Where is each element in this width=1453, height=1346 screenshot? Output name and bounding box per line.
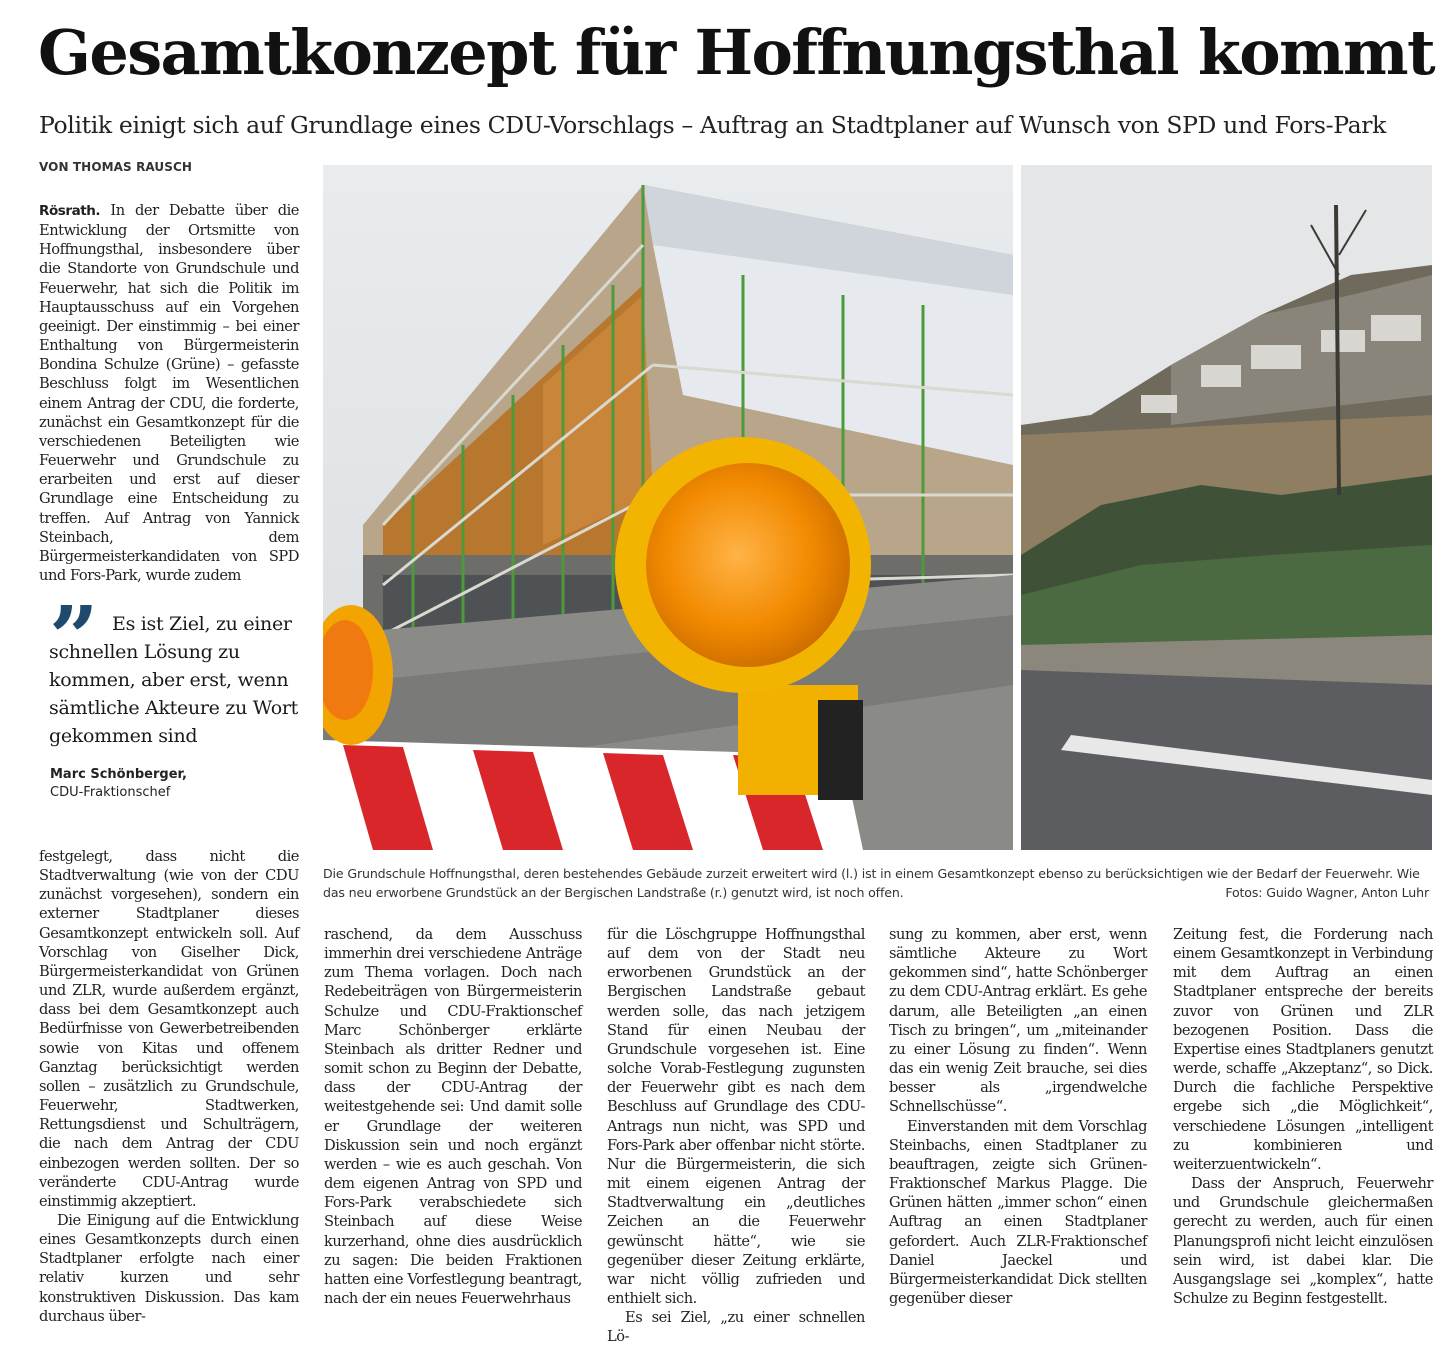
photo-caption [323,864,1433,902]
paragraph: für die Löschgruppe Hoffnungsthal auf dem von der Stadt neu erworbenen Grundstück an der Bergischen Landstraße gebaut werden solle, das nach jetzigem Stand für einen Neubau der Grundschule vorgesehen ist. Eine solche Vorab-Festlegung zugunsten der Feuerwehr gibt es nach dem Beschluss auf Grundlage des CDU-Antrags nun nicht, was SPD und Fors-Park aber offenbar nicht störte. Nur die Bürgermeisterin, die sich mit einem eigenen Antrag der Stadtverwaltung ein „deutliches Zeichen an die Feuerwehr gewünscht hätte“, wie sie gegenüber dieser Zeitung erklärte, war nicht völlig zufrieden und enthielt sich. [607,926,865,1307]
paragraph: festgelegt, dass nicht die Stadtverwaltung (wie von der CDU zunächst vorgesehen), sondern ein externer Stadtplaner dieses Gesamtkonzept entwickeln soll. Auf Vorschlag von Giselher Dick, Bürgermeisterkandidat von Grünen und ZLR, wurde außerdem ergänzt, dass bei dem Gesamtkonzept auch Bedürfnisse von Gewerbetreibenden sowie von Kitas und offenem Ganztag berücksichtigt werden sollen – zusätzlich zu Grundschule, Feuerwehr, Stadtwerken, Rettungsdienst und Schulträgern, die nach dem Antrag der CDU einbezogen werden sollten. Der so veränderte CDU-Antrag wurde einstimmig akzeptiert. [39,848,299,1210]
subheadline: Politik einigt sich auf Grundlage eines CDU-Vorschlags – Auftrag an Stadtplaner auf Wunsch von SPD und Fors-Park [39,111,1387,139]
quote-text [49,610,307,750]
quote-text-line-1: Es ist Ziel, zu einer [112,613,292,635]
paragraph: Einverstanden mit dem Vorschlag Steinbachs, einen Stadtplaner zu beauftragen, zeigte sich Grünen-Fraktionschef Markus Plagge. Die Grünen hätten „immer schon“ einen Auftrag an einen Stadtplaner gefordert. Auch ZLR-Fraktionschef Daniel Jaeckel und Bürgermeisterkandidat Dick stellten gegenüber dieser [889,1117,1147,1307]
article-column-4 [889,925,1147,1308]
pull-quote [39,588,301,808]
photo-credit: Fotos: Guido Wagner, Anton Luhr [1225,885,1429,900]
paragraph: Die Einigung auf die Entwicklung eines Gesamtkonzepts durch einen Stadtplaner erfolgte nach einer relativ kurzen und sehr konstruktiven Diskussion. Das kam durchaus über- [39,1211,299,1325]
quote-text-rest: schnellen Lösung zu kommen, aber erst, wenn sämtliche Akteure zu Wort gekommen sind [49,641,298,747]
headline: Gesamtkonzept für Hoffnungsthal kommt [38,16,1435,89]
paragraph: raschend, da dem Ausschuss immerhin drei verschiedene Anträge zum Thema vorlagen. Doch nach Redebeiträgen von Bürgermeisterin Schulze und CDU-Fraktionschef Marc Schönberger erklärte Steinbach als dritter Redner und somit schon zu Beginn der Debatte, dass der CDU-Antrag der weitestgehende sei: Und damit solle er Grundlage der weiteren Diskussion sein und noch ergänzt werden – wie es auch geschah. Von dem eigenen Antrag von SPD und Fors-Park verabschiedete sich Steinbach auf diese Weise kurzerhand, ohne dies ausdrücklich zu sagen: Die beiden Fraktionen hatten eine Vorfestlegung beantragt, nach der ein neues Feuerwehrhaus [324,926,582,1307]
article-column-5 [1173,925,1433,1308]
article-column-1-bottom [39,847,299,1326]
dateline: Rösrath. [39,203,101,219]
article-column-3 [607,925,865,1346]
article-column-1-top [39,201,299,585]
quote-author: Marc Schönberger, [50,767,187,782]
paragraph: Zeitung fest, die Forderung nach einem Gesamtkonzept in Verbindung mit dem Auftrag an einen Stadtplaner entspreche der bereits zuvor von Grünen und ZLR bezogenen Position. Dass die Expertise eines Stadtplaners genutzt werde, schaffe „Akzeptanz“, so Dick. Durch die fachliche Perspektive ergebe sich „die Möglichkeit“, verschiedene Lösungen „intelligent zu kombinieren und weiterzuentwickeln“. [1173,926,1433,1173]
photo-plot-bergische-landstrasse [1021,165,1432,850]
quote-mark-icon: ” [49,588,99,689]
photo-school-scaffolding [323,165,1013,850]
caption-text: Die Grundschule Hoffnungsthal, deren bestehendes Gebäude zurzeit erweitert wird (l.) ist in einem Gesamtkonzept ebenso zu berücksichtigen wie der Bedarf der Feuerwehr. Wie das neu erworbene Grundstück an der Bergischen Landstraße (r.) genutzt wird, ist noch offen. [323,866,1420,900]
article-column-2 [324,925,582,1308]
quote-attribution [50,766,187,802]
paragraph: sung zu kommen, aber erst, wenn sämtliche Akteure zu Wort gekommen sind“, hatte Schönberger zu dem CDU-Antrag erklärt. Es gehe darum, alle Beteiligten „an einen Tisch zu bringen“, um „miteinander zu einer Lösung zu finden“. Wenn das ein wenig Zeit brauche, sei dies besser als „irgendwelche Schnellschüsse“. [889,926,1147,1116]
paragraph: Dass der Anspruch, Feuerwehr und Grundschule gleichermaßen gerecht zu werden, auch für einen Planungsprofi nicht leicht einzulösen sein wird, ist dabei klar. Die Ausgangslage sei „komplex“, hatte Schulze zu Beginn festgestellt. [1173,1175,1433,1307]
byline: VON THOMAS RAUSCH [39,160,193,174]
paragraph: Es sei Ziel, „zu einer schnellen Lö- [607,1309,865,1346]
quote-author-role: CDU-Fraktionschef [50,785,171,800]
body-text: In der Debatte über die Entwicklung der Ortsmitte von Hoffnungsthal, insbesondere über die Standorte von Grundschule und Feuerwehr, hat sich die Politik im Hauptausschuss auf ein Vorgehen geeinigt. Der einstimmig – bei einer Enthaltung von Bürgermeisterin Bondina Schulze (Grüne) – gefasste Beschluss folgt im Wesentlichen einem Antrag der CDU, die forderte, zunächst ein Gesamtkonzept für die verschiedenen Beteiligten wie Feuerwehr und Grundschule zu erarbeiten und erst auf dieser Grundlage eine Entscheidung zu treffen. Auf Antrag von Yannick Steinbach, dem Bürgermeisterkandidaten von SPD und Fors-Park, wurde zudem [39,202,299,584]
